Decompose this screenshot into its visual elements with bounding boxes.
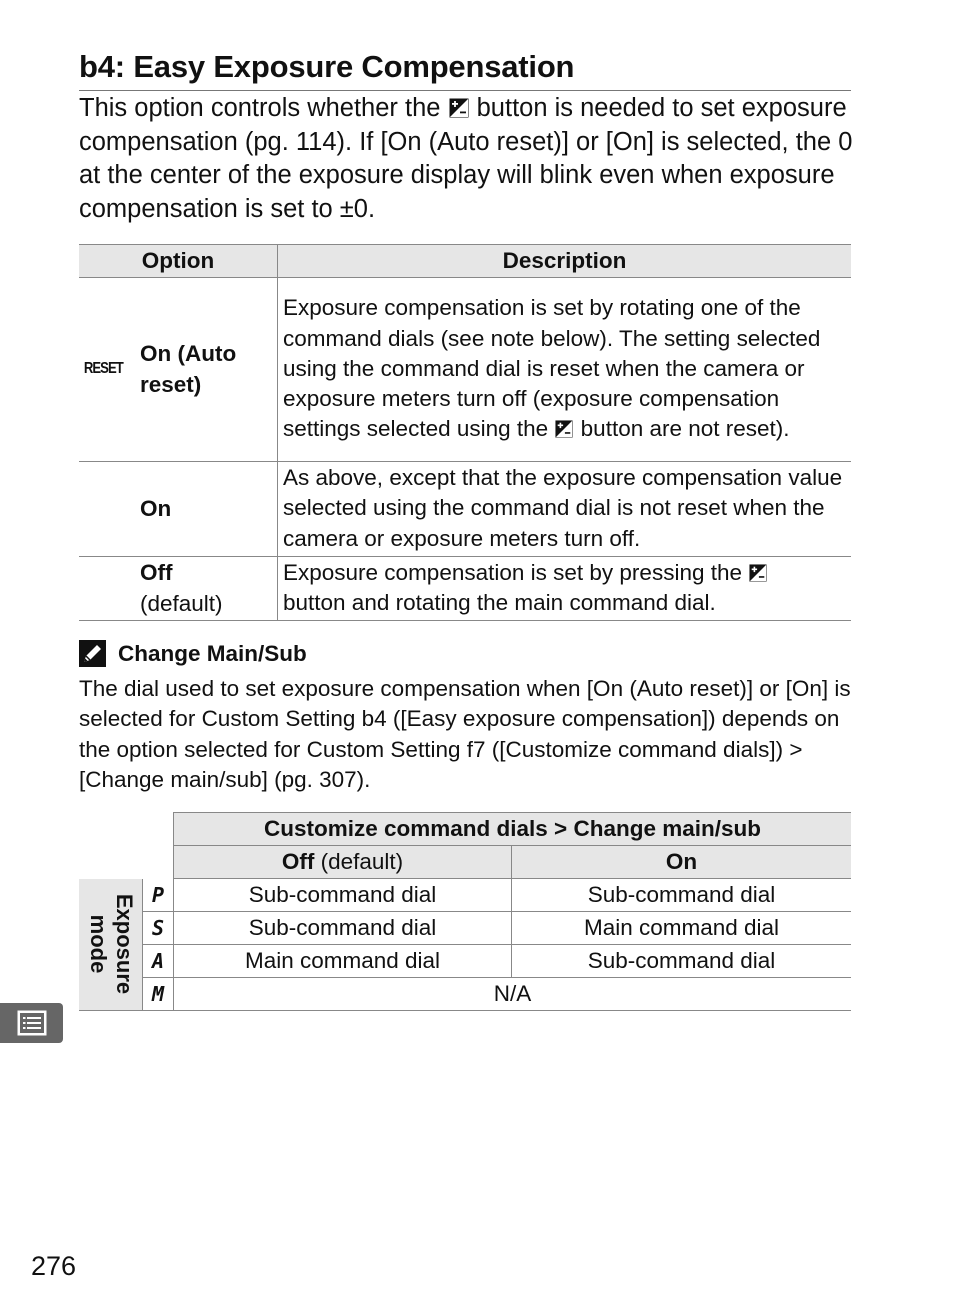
cell-on: Main command dial bbox=[512, 912, 852, 945]
mode-m-icon: M bbox=[143, 978, 174, 1011]
dial-table-title-row bbox=[79, 813, 851, 846]
description-cell bbox=[278, 278, 852, 462]
description-text: button and rotating the main command dial. bbox=[283, 590, 716, 616]
dial-table-title: Customize command dials > Change main/sub bbox=[174, 813, 852, 846]
exposure-mode-text: Exposure mode bbox=[85, 894, 137, 995]
column-off-label: Off bbox=[281, 849, 315, 874]
table-row bbox=[79, 978, 851, 1011]
exposure-compensation-icon bbox=[449, 98, 469, 118]
note-body: The dial used to set exposure compensation when [On (Auto reset)] or [On] is selected for Custom Setting b4 ([Easy exposure compensation]) depends on the option selected for Custom Setting f7 ([Customize command dials]) > [Change main/sub] (pg. 307). bbox=[79, 676, 851, 792]
option-table bbox=[79, 244, 851, 621]
intro-paragraph bbox=[79, 92, 859, 226]
option-cell bbox=[79, 462, 278, 557]
dial-table-header-row bbox=[79, 846, 851, 879]
page-number: 276 bbox=[31, 1251, 77, 1281]
cell-on: Sub-command dial bbox=[512, 879, 852, 912]
dial-table bbox=[79, 812, 851, 1011]
header-description: Description bbox=[278, 245, 852, 278]
table-row bbox=[79, 462, 851, 557]
cell-off: Sub-command dial bbox=[174, 879, 512, 912]
mode-s-icon: S bbox=[143, 912, 174, 945]
description-text: button are not reset). bbox=[574, 416, 790, 442]
menu-list-icon bbox=[17, 1010, 47, 1036]
description-text: Exposure compensation is set by pressing the bbox=[283, 559, 749, 585]
option-cell bbox=[79, 556, 278, 621]
option-label-text: Off bbox=[140, 560, 173, 586]
page-title: b4: Easy Exposure Compensation bbox=[79, 49, 575, 84]
intro-text-2: button is needed to set exposure compensation (pg. 114). If [On (Auto reset)] or [On] is selected, the 0 at the center of the exposure display will blink even when exposure compensation is set to ±0. bbox=[79, 94, 853, 223]
description-cell: As above, except that the exposure compensation value selected using the command dial is not reset when the camera or exposure meters turn off. bbox=[278, 462, 852, 557]
cell-merged: N/A bbox=[174, 978, 852, 1011]
blank-corner bbox=[79, 846, 174, 879]
mode-p-icon: P bbox=[143, 879, 174, 912]
header-option: Option bbox=[79, 245, 278, 278]
table-row bbox=[79, 945, 851, 978]
table-row bbox=[79, 912, 851, 945]
option-label: On bbox=[140, 495, 172, 521]
table-row bbox=[79, 556, 851, 621]
pencil-icon bbox=[79, 640, 106, 667]
column-off-default: (default) bbox=[314, 849, 404, 874]
option-label: On (Auto reset) bbox=[140, 341, 237, 397]
exposure-mode-label bbox=[79, 879, 143, 1011]
note-title: Change Main/Sub bbox=[118, 640, 307, 666]
table-row bbox=[79, 879, 851, 912]
column-off bbox=[174, 846, 512, 879]
note-heading bbox=[79, 640, 851, 667]
section-tab[interactable] bbox=[0, 1003, 63, 1043]
blank-corner bbox=[79, 813, 174, 846]
reset-icon: RESET bbox=[83, 360, 123, 378]
column-on: On bbox=[512, 846, 852, 879]
option-default-label: (default) bbox=[140, 590, 223, 616]
option-label bbox=[140, 558, 223, 619]
cell-off: Main command dial bbox=[174, 945, 512, 978]
description-cell bbox=[278, 556, 852, 621]
mode-a-icon: A bbox=[143, 945, 174, 978]
exposure-compensation-icon bbox=[749, 564, 767, 582]
exposure-compensation-icon bbox=[555, 420, 573, 438]
option-cell bbox=[79, 278, 278, 462]
description-text: Exposure compensation is set by rotating one of the command dials (see note below). The setting selected using the command dial is reset when the camera or exposure meters turn off (exposure compensation settings selected using the bbox=[283, 295, 821, 442]
cell-off: Sub-command dial bbox=[174, 912, 512, 945]
table-row bbox=[79, 278, 851, 462]
option-table-header bbox=[79, 245, 851, 278]
cell-on: Sub-command dial bbox=[512, 945, 852, 978]
intro-text-1: This option controls whether the bbox=[79, 94, 448, 122]
title-rule bbox=[79, 90, 851, 91]
